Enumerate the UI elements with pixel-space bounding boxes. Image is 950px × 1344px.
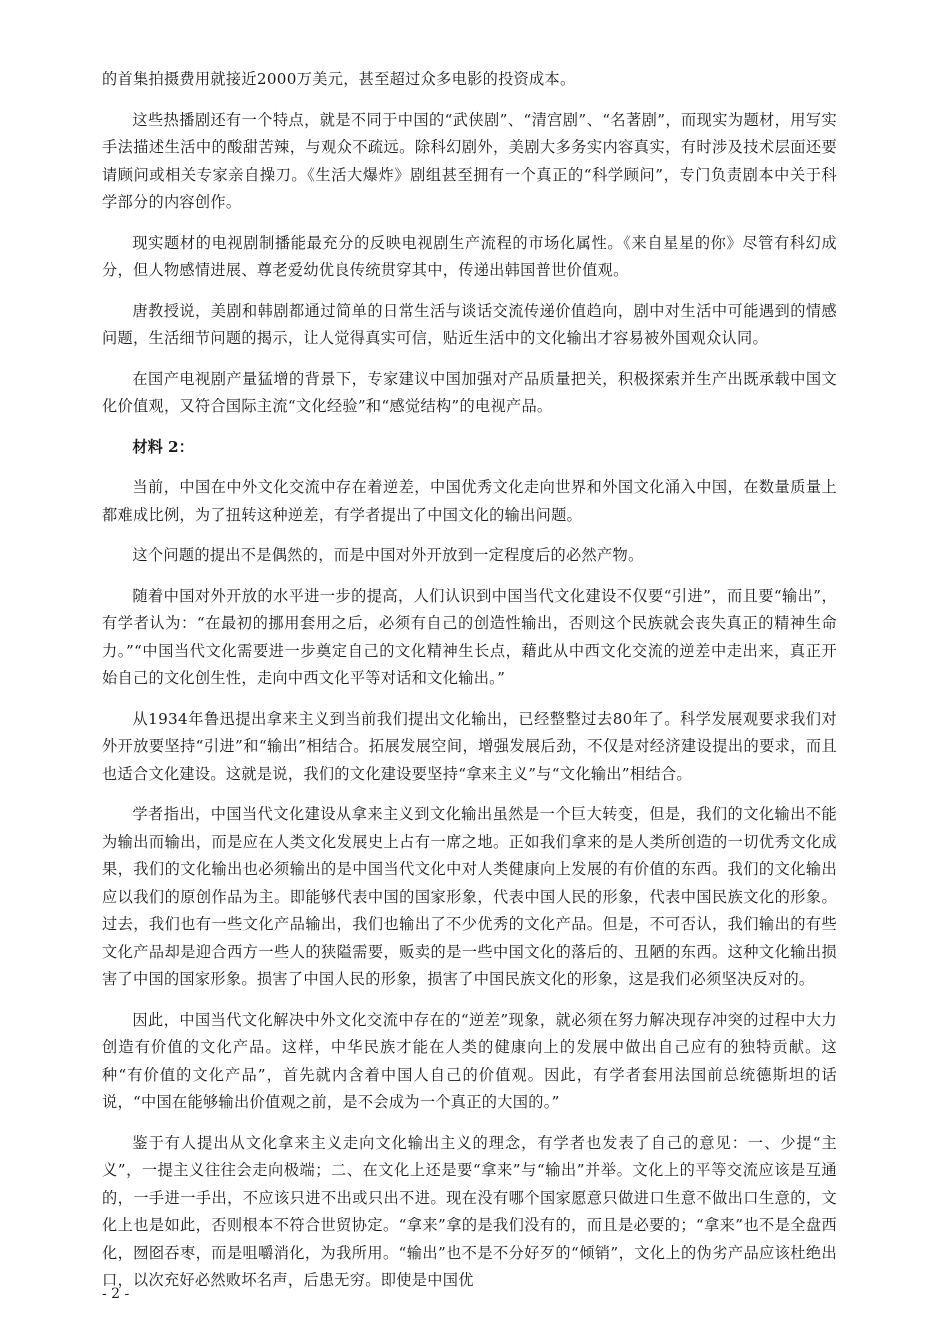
paragraph: 在国产电视剧产量猛增的背景下，专家建议中国加强对产品质量把关，积极探索并生产出既承载中国文化价值观，又符合国际主流“文化经验”和“感觉结构”的电视产品。 (102, 369, 837, 415)
paragraph-continued: 的首集拍摄费用就接近2000万美元，甚至超过众多电影的投资成本。 (102, 70, 576, 88)
paragraph: 现实题材的电视剧制播能最充分的反映电视剧生产流程的市场化属性。《来自星星的你》尽管有科幻成分，但人物感情进展、尊老爱幼优良传统贯穿其中，传递出韩国普世价值观。 (102, 233, 837, 279)
page-number: - 2 - (102, 1286, 130, 1302)
paragraph: 从1934年鲁迅提出拿来主义到当前我们提出文化输出，已经整整过去80年了。科学发展观要求我们对外开放要坚持“引进”和“输出”相结合。拓展发展空间，增强发展后劲，不仅是对经济建设提出的要求，而且也适合文化建设。这就是说，我们的文化建设要坚持“拿来主义”与“文化输出”相结合。 (102, 709, 837, 783)
paragraph: 当前，中国在中外文化交流中存在着逆差，中国优秀文化走向世界和外国文化涌入中国，在数量质量上都难成比例，为了扭转这种逆差，有学者提出了中国文化的输出问题。 (102, 478, 837, 524)
paragraph: 因此，中国当代文化解决中外文化交流中存在的“逆差”现象，就必须在努力解决现存冲突的过程中大力创造有价值的文化产品。这样，中华民族才能在人类的健康向上的发展中做出自己应有的独特贡献。这种“有价值的文化产品”，首先就内含着中国人自己的价值观。因此，有学者套用法国前总统德斯坦的话说，“中国在能够输出价值观之前，是不会成为一个真正的大国的。” (102, 1010, 837, 1111)
paragraph: 这个问题的提出不是偶然的，而是中国对外开放到一定程度后的必然产物。 (132, 546, 644, 564)
paragraph: 学者指出，中国当代文化建设从拿来主义到文化输出虽然是一个巨大转变，但是，我们的文化输出不能为输出而输出，而是应在人类文化发展史上占有一席之地。正如我们拿来的是人类所创造的一切优秀文化成果，我们的文化输出也必须输出的是中国当代文化中对人类健康向上发展的有价值的东西。我们的文化输出应以我们的原创作品为主。即能够代表中国的国家形象，代表中国人民的形象，代表中国民族文化的形象。过去，我们也有一些文化产品输出，我们也输出了不少优秀的文化产品。但是，不可否认，我们输出的有些文化产品却是迎合西方一些人的狭隘需要，贩卖的是一些中国文化的落后的、丑陋的东西。这种文化输出损害了中国的国家形象。损害了中国人民的形象，损害了中国民族文化的形象，这是我们必须坚决反对的。 (102, 805, 837, 988)
paragraph: 这些热播剧还有一个特点，就是不同于中国的“武侠剧”、“清宫剧”、“名著剧”，而现实为题材，用写实手法描述生活中的酸甜苦辣，与观众不疏远。除科幻剧外，美剧大多务实内容真实，有时涉及技术层面还要请顾问或相关专家亲自操刀。《生活大爆炸》剧组甚至拥有一个真正的“科学顾问”，专门负责剧本中关于科学部分的内容创作。 (102, 110, 837, 211)
section-heading: 材料 2： (132, 437, 194, 456)
paragraph: 鉴于有人提出从文化拿来主义走向文化输出主义的理念，有学者也发表了自己的意见：一、少提“主义”，一提主义往往会走向极端；二、在文化上还是要“拿来”与“输出”并举。文化上的平等交流应该是互通的，一手进一手出，不应该只进不出或只出不进。现在没有哪个国家愿意只做进口生意不做出口生意的，文化上也是如此，否则根本不符合世贸协定。“拿来”拿的是我们没有的，而且是必要的；“拿来”也不是全盘西化，囫囵吞枣，而是咀嚼消化，为我所用。“输出”也不是不分好歹的“倾销”，文化上的伪劣产品应该杜绝出口，以次充好必然败坏名声，后患无穷。即使是中国优 (102, 1133, 837, 1289)
paragraph: 随着中国对外开放的水平进一步的提高，人们认识到中国当代文化建设不仅要“引进”，而且要“输出”，有学者认为：“在最初的挪用套用之后，必须有自己的创造性输出，否则这个民族就会丧失真正的精神生命力。”“中国当代文化需要进一步奠定自己的文化精神生长点，藉此从中西文化交流的逆差中走出来，真正开始自己的文化创生性，走向中西文化平等对话和文化输出。” (102, 586, 837, 687)
paragraph: 唐教授说，美剧和韩剧都通过简单的日常生活与谈话交流传递价值趋向，剧中对生活中可能遇到的情感问题，生活细节问题的揭示，让人觉得真实可信，贴近生活中的文化输出才容易被外国观众认同。 (102, 301, 837, 347)
document-body (102, 66, 837, 1308)
